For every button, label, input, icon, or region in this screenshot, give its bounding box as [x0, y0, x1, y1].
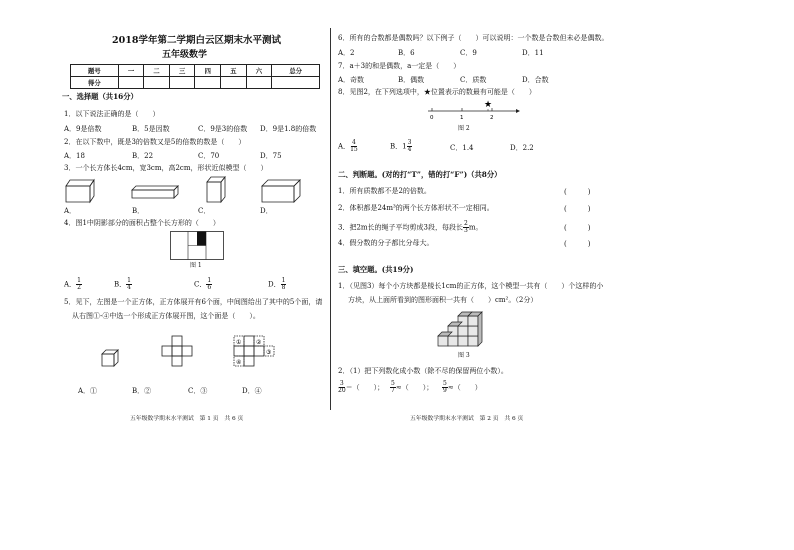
score-cell: [221, 77, 247, 89]
f2-item-3-blank: ≈（ ）: [447, 383, 482, 392]
q1-option-b: B．5是因数: [132, 125, 170, 133]
q5-net-figures: [98, 332, 328, 376]
q2-text: 2．在以下数中，既是3的倍数又是5的倍数的数是（ ）: [64, 138, 246, 146]
denominator: 4: [407, 146, 412, 153]
exam-subtitle: 五年级数学: [162, 50, 208, 60]
q6-text: 6．所有的合数都是偶数吗？以下例子（ ）可以说明：一个数是合数但未必是偶数。: [338, 34, 609, 42]
q1-text: 1．以下说法正确的是（ ）: [64, 110, 160, 118]
q2-option-b: B．22: [132, 152, 154, 160]
denominator: 20: [338, 387, 346, 394]
right-column: [338, 0, 610, 430]
denominator: 15: [350, 146, 358, 153]
q1-option-d: D．9是1.8的倍数: [260, 125, 317, 133]
judge-item-4: 4．假分数的分子都比分母大。: [338, 239, 434, 247]
numerator: 5: [443, 380, 447, 387]
q8-option-d: [510, 143, 534, 153]
fraction: [206, 278, 212, 291]
fraction: [281, 278, 287, 291]
judge-item-3-text: 3．把2m长的绳子平均剪成3段，每段长: [338, 223, 463, 232]
q5-option-b: B．②: [132, 387, 152, 395]
numerator: 1: [207, 277, 212, 284]
score-cell: [169, 77, 195, 89]
q4-option-d-letter: D．: [268, 280, 281, 289]
f2-item-1: [338, 381, 384, 394]
q5-partial-net: [162, 336, 192, 366]
section2-title: 二、判断题。(对的打“T”，错的打“F”)（共8分）: [338, 170, 502, 179]
score-header-cell: 三: [169, 65, 195, 77]
q3-option-c: C．: [198, 207, 211, 215]
q4-option-a-letter: A．: [64, 280, 77, 289]
q2-option-a: A．18: [64, 152, 85, 160]
q5-option-a: A．①: [78, 387, 98, 395]
score-cell: [195, 77, 221, 89]
figure3-caption: 图 3: [458, 352, 470, 359]
denominator: 4: [127, 284, 131, 291]
judge-answer-3: ( ): [564, 224, 591, 232]
q8-option-c: [450, 143, 474, 153]
q5-option-d: D．④: [242, 387, 262, 395]
q5-line1: 5．见下，左图是一个正方体，正方体展开有6个面，中间图给出了其中的5个面，请: [64, 298, 323, 306]
numerator: 2: [464, 220, 468, 227]
q1-option-c: C．9是3的倍数: [198, 125, 248, 133]
score-cell: [118, 77, 144, 89]
score-table: [70, 64, 320, 89]
q4-text: 4．图1中阴影部分的面积占整个长方形的（ ）: [64, 219, 220, 227]
numerator: 3: [407, 139, 412, 146]
judge-item-1: 1．所有质数都不是2的倍数。: [338, 187, 431, 195]
q4-option-c-letter: C．: [194, 280, 207, 289]
numerator: 1: [127, 277, 131, 284]
q2-option-c: C．70: [198, 152, 220, 160]
q2-option-d: D．75: [260, 152, 282, 160]
section1-title: 一、选择题（共16分）: [62, 92, 138, 101]
q8-option-c-value: 1.4: [462, 144, 474, 152]
q6-option-d: D．11: [522, 49, 544, 57]
score-header-cell: 六: [246, 65, 272, 77]
denominator: 3: [464, 227, 468, 234]
q8-text: 8．见图2，在下列选项中，★位置表示的数最有可能是（ ）: [338, 88, 536, 96]
denominator: 2: [77, 284, 81, 291]
net-mark-1: ①: [236, 339, 242, 346]
q8-option-d-letter: D．: [510, 144, 523, 152]
figure1-rectangle: [170, 231, 224, 261]
judge-answer-4: ( ): [564, 240, 591, 248]
net-mark-3: ③: [266, 349, 272, 356]
f2-text: 2．（1）把下列数化成小数（除不尽的保留两位小数）。: [338, 367, 508, 375]
score-row-label: 得分: [71, 77, 119, 89]
figure1-shaded-area: [197, 232, 206, 246]
f2-item-1-blank: ＝（ ）；: [345, 383, 385, 392]
q6-option-a: A．2: [338, 49, 355, 57]
score-table-score-row: [71, 77, 320, 89]
judge-item-3: [338, 221, 482, 234]
q5-line2: 从右图①-④中选一个形成正方体展开图，这个面是（ ）。: [72, 312, 260, 320]
f1-line2: 方块，从上面所看到的图形面积一共有（ ）cm²。（2分）: [348, 296, 538, 304]
q4-option-c: [194, 278, 212, 291]
net-mark-2: ②: [256, 339, 262, 346]
numerator: 1: [281, 277, 286, 284]
f1-line1: 1．（见图3）每个小方块都是棱长1cm的正方体，这个模型一共有（ ）个这样的小: [338, 282, 604, 290]
axis-tick-0: 0: [430, 115, 434, 121]
box-model-d: [262, 180, 300, 202]
q6-option-c: C．9: [460, 49, 477, 57]
q8-option-c-letter: C．: [450, 144, 463, 152]
fraction: [407, 140, 413, 153]
q4-option-a: [64, 278, 82, 291]
numerator: 1: [77, 277, 81, 284]
fraction: [126, 278, 132, 291]
numerator: 4: [351, 139, 356, 146]
figure2-caption: 图 2: [458, 125, 470, 132]
score-header-cell: 四: [195, 65, 221, 77]
numerator: 3: [339, 380, 344, 387]
numerator: 5: [391, 380, 395, 387]
q1-option-a: A．9是倍数: [64, 125, 102, 133]
q4-option-d: [268, 278, 286, 291]
net-mark-4: ④: [236, 359, 242, 366]
axis-tick-2: 2: [490, 115, 494, 121]
judge-answer-1: ( ): [564, 188, 591, 196]
q3-box-figures: [64, 176, 324, 206]
left-page-footer: 五年级数学期末水平测试 第 1 页 共 6 页: [130, 416, 244, 422]
q4-option-b-letter: B．: [114, 280, 127, 289]
f2-item-2-blank: ≈（ ）；: [395, 383, 434, 392]
exam-title: 2018学年第二学期白云区期末水平测试: [112, 35, 281, 46]
score-table-header-row: [71, 65, 320, 77]
q3-text: 3．一个长方体长4cm，宽3cm，高2cm，形状近似模型（ ）: [64, 164, 268, 172]
q7-option-c: C．质数: [460, 76, 487, 84]
q8-option-d-value: 2.2: [522, 144, 534, 152]
figure2-number-line: [424, 99, 524, 123]
star-icon: ★: [484, 100, 493, 110]
q8-option-a-letter: A．: [338, 142, 351, 151]
q7-option-b: B．偶数: [398, 76, 425, 84]
box-model-c: [207, 177, 225, 202]
judge-answer-2: ( ): [564, 205, 591, 213]
column-divider: [330, 28, 331, 410]
judge-item-2: 2．体积都是24m³的两个长方体形状不一定相同。: [338, 204, 494, 212]
axis-tick-1: 1: [460, 115, 464, 121]
score-cell: [272, 77, 320, 89]
score-header-cell: 一: [118, 65, 144, 77]
q7-option-d: D．合数: [522, 76, 549, 84]
fraction: [338, 381, 346, 394]
left-column: [62, 0, 324, 430]
q3-option-d: D．: [260, 207, 273, 215]
section3-title: 三、填空题。(共19分): [338, 265, 414, 274]
box-model-a: [66, 180, 94, 202]
denominator: 6: [207, 284, 212, 291]
q8-option-a: [338, 140, 358, 153]
score-header-cell: 二: [144, 65, 170, 77]
denominator: 9: [443, 387, 447, 394]
fraction: [76, 278, 82, 291]
q5-cube: [102, 350, 118, 366]
score-header-cell: 总分: [272, 65, 320, 77]
mixed-whole: 1: [402, 142, 407, 151]
q8-option-b-letter: B．: [390, 142, 403, 151]
q3-option-a: A．: [64, 207, 77, 215]
denominator: 8: [281, 284, 286, 291]
figure1-caption: 图 1: [190, 262, 202, 269]
q5-option-c: C．③: [188, 387, 208, 395]
q7-text: 7．a＋3的和是偶数，a一定是（ ）: [338, 62, 461, 70]
score-header-cell: 题号: [71, 65, 119, 77]
denominator: 7: [391, 387, 395, 394]
score-cell: [246, 77, 272, 89]
q7-option-a: A．奇数: [338, 76, 365, 84]
box-model-b: [132, 186, 178, 198]
score-cell: [144, 77, 170, 89]
judge-item-3-unit: m。: [468, 223, 483, 232]
right-page-footer: 五年级数学期末水平测试 第 2 页 共 6 页: [410, 416, 524, 422]
f2-item-2: [390, 381, 433, 394]
q8-option-b: [390, 140, 412, 153]
q3-option-b: B．: [132, 207, 145, 215]
fraction: [350, 140, 358, 153]
q6-option-b: B．6: [398, 49, 415, 57]
f2-item-3: [442, 381, 482, 394]
q4-option-b: [114, 278, 132, 291]
figure3-cube-stack: [436, 308, 490, 350]
score-header-cell: 五: [221, 65, 247, 77]
